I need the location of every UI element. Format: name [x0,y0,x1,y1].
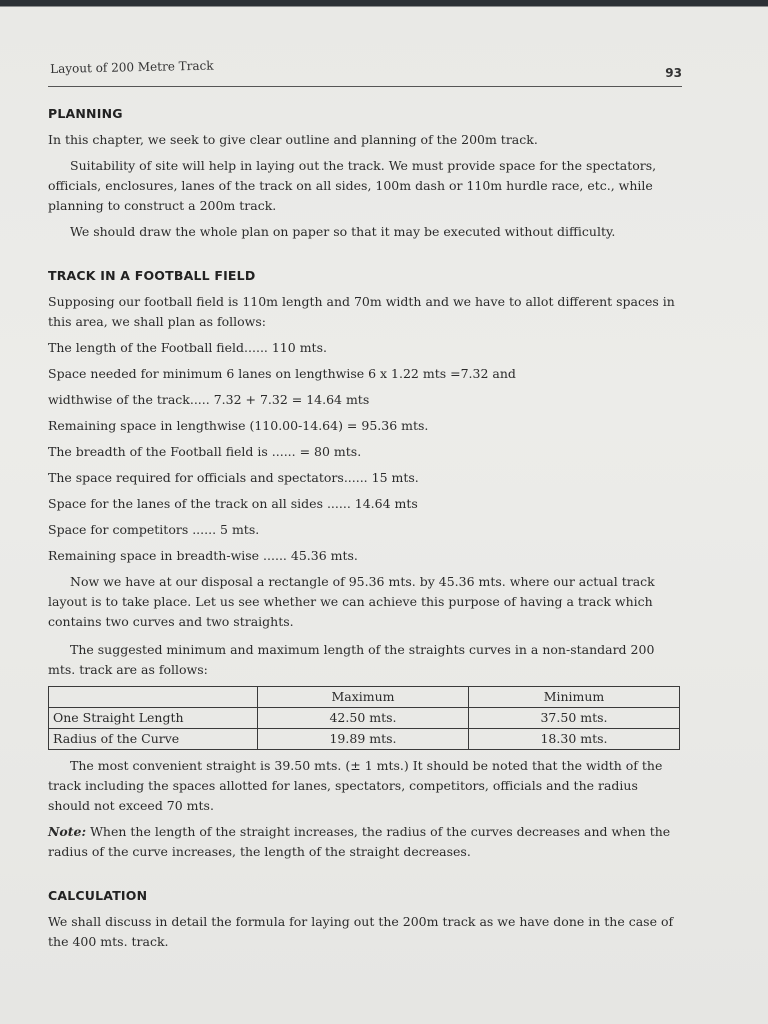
note-text: When the length of the straight increases, the radius of the curves decreases and when the radius of the curve increases, the length of the straight decreases. [48,824,671,859]
calc-line: Space for the lanes of the track on all sides ...... 14.64 mts [48,496,418,511]
calc-line: The length of the Football field...... 110 mts. [48,340,327,355]
disposal-paragraph: Now we have at our disposal a rectangle of 95.36 mts. by 45.36 mts. where our actual track layout is to take place. Let us see whether we can achieve this purpose of having a track which contains two curves and two straights. [48,574,655,629]
header-rule [48,86,682,87]
calc-line: The breadth of the Football field is ...... = 80 mts. [48,444,362,459]
calc-line: Space for competitors ...... 5 mts. [48,522,260,537]
calculation-paragraph: We shall discuss in detail the formula for laying out the 200m track as we have done in the case of the 400 mts. track. [48,914,674,949]
table-cell: 18.30 mts. [469,729,680,750]
planning-paragraph-1: In this chapter, we seek to give clear outline and planning of the 200m track. [48,132,538,147]
table-header-row [49,687,680,708]
planning-paragraph-2: Suitability of site will help in laying out the track. We must provide space for the spectators, officials, enclosures, lanes of the track on all sides, 100m dash or 110m hurdle race, etc., while planning to construct a 200m track. [48,158,657,213]
heading-track-in-football-field: TRACK IN A FOOTBALL FIELD [48,268,256,283]
convenient-paragraph: The most convenient straight is 39.50 mts. (± 1 mts.) It should be noted that the width of the track including the spaces allotted for lanes, spectators, competitors, officials and the radius should not exceed 70 mts. [48,758,663,813]
calc-line: Remaining space in breadth-wise ...... 45.36 mts. [48,548,358,563]
page-header [48,60,682,88]
table-header-cell [49,687,258,708]
table-row [49,729,680,750]
table-header-cell: Maximum [258,687,469,708]
calc-line: widthwise of the track..... 7.32 + 7.32 = 14.64 mts [48,392,370,407]
suggested-paragraph: The suggested minimum and maximum length of the straights curves in a non-standard 200 mts. track are as follows: [48,642,655,677]
note-paragraph [48,822,682,862]
page-number: 93 [665,66,682,80]
running-title: Layout of 200 Metre Track [50,58,214,76]
calc-line: Remaining space in lengthwise (110.00-14.64) = 95.36 mts. [48,418,429,433]
table-cell: 19.89 mts. [258,729,469,750]
table-header-cell: Minimum [469,687,680,708]
table-cell: Radius of the Curve [49,729,258,750]
straights-curves-table [48,686,680,750]
football-intro: Supposing our football field is 110m length and 70m width and we have to allot different spaces in this area, we shall plan as follows: [48,294,675,329]
planning-paragraph-3: We should draw the whole plan on paper so that it may be executed without difficulty. [70,224,616,239]
table-cell: 37.50 mts. [469,708,680,729]
table-row [49,708,680,729]
heading-calculation: CALCULATION [48,888,148,903]
note-label: Note: [48,824,87,839]
page-content [48,104,682,952]
calc-line: Space needed for minimum 6 lanes on lengthwise 6 x 1.22 mts =7.32 and [48,366,516,381]
heading-planning: PLANNING [48,106,123,121]
table-cell: 42.50 mts. [258,708,469,729]
table-cell: One Straight Length [49,708,258,729]
calc-line: The space required for officials and spectators...... 15 mts. [48,470,419,485]
